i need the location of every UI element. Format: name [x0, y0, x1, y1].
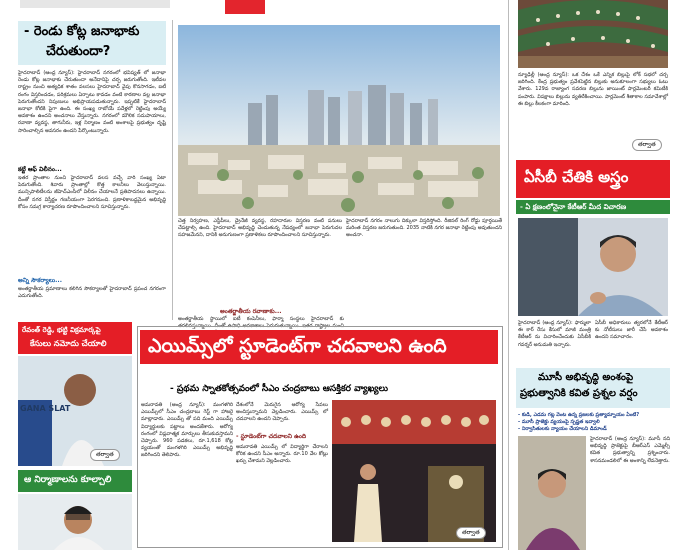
acb-subhead: - ఏ క్షణంలోనైనా కేటీఆర్ మీద విచారణ: [520, 203, 627, 211]
story1-body2: ఇతర ప్రాంతాల నుంచి హైదరాబాద్ వలస వచ్చే వారి సంఖ్య ఏటా పెరుగుతోంది. శివారు ప్రాంతాల్లో కొత్త కాలనీలు వెలుస్తున్నాయి. మున్సిపాలిటీలను జీహెచ్ఎంసీలో విలీనం చేయాలనే ప్రతిపాదనలు ఉన్నాయి. దీంతో నగర విస్తీర్ణం గణనీయంగా పెరగనుంది. ప్రణాళికాబద్ధమైన అభివృద్ధి కోసం సమగ్ర కార్యాచరణ రూపొందించాలని సూచిస్తున్నారు.: [18, 175, 166, 210]
story1-headline: [18, 21, 166, 65]
story1-photo-body-left: చెత్త నిర్వహణ, ఎస్టీపీలు, డ్రైనేజీ వ్యవస్థ, రహదారుల విస్తరణ వంటి పనులు చేపట్టాల్సి ఉంది. హైదరాబాద్ అభివృద్ధి చెందుతున్న నేపథ్యంలో జనాభా పెరుగుదల సహజమేనని, దానికి అనుగుణంగా ప్రణాళికలు రూపొందించాలని సూచిస్తున్నారు.: [178, 218, 342, 239]
aims-event-photo: [332, 400, 496, 542]
musi-bullet-2: - మూసీ ప్రాజెక్టు వ్యయంపై స్పష్టత ఇవ్వాలి: [518, 419, 600, 425]
top-red-banner: [225, 0, 265, 14]
revanth-tv-text: GANA SLAT: [20, 404, 71, 413]
aims-headline-box: [140, 330, 498, 364]
story1-photo-caption: అంతర్జాతీయ రవాణాకు...: [220, 308, 282, 315]
fake-photo: [18, 494, 132, 550]
aims-headline: ఎయిమ్స్‌లో స్టూడెంట్‌గా చదవాలని ఉంది: [148, 335, 447, 357]
story1-headline-line1: - రెండు కోట్ల జనాభాకు: [24, 24, 140, 39]
aims-col2: దేశంలోనే మెరుగైన ఆరోగ్య సేవలు అందిస్తున్నామని వెల్లడించారు. ఎయిమ్స్ లో చదవాలని ఉందని చెప్పారు.: [236, 402, 328, 423]
aims-col1: అమరావతి (ఆంధ్ర న్యూస్): మంగళగిరి ఎయిమ్స్‌లో సీఎం చంద్రబాబు గెస్ట్ గా హాజరై మాట్లాడారు. ఎయిమ్స్ తో పది మంది ఎయిమ్స్ విద్యార్థులకు పట్టాలు అందజేశారు. ఆరోగ్య రంగంలో విప్లవాత్మక మార్పులు తీసుకువస్తామని చెప్పారు. 960 పడకలు, రూ.1,618 కోట్ల వ్యయంతో మంగళగిరి ఎయిమ్స్ అభివృద్ధి జరిగిందని తెలిపారు.: [141, 402, 233, 459]
revanth-headline-line1: రేవంత్ రెడ్డి, భట్టి విక్రమార్కపై: [22, 326, 101, 334]
fake-headline-box: [18, 470, 132, 492]
column-divider-right: [508, 0, 509, 550]
musi-bullet-3: - నిర్వాసితులకు న్యాయం చేయాలని డిమాండ్: [518, 426, 607, 432]
story1-photo-body-mid: అంతర్జాతీయ స్థాయిలో ఐటీ కంపెనీలు, ఫార్మా సంస్థలు హైదరాబాద్ కు తరలివస్తున్నాయి. దీంతో ఉపాధి అవకాశాలు పెరుగుతున్నాయి. ఇతర రాష్ట్రాల నుంచి: [178, 316, 344, 330]
story1-photo-body-right: హైదరాబాద్ నగరం నాలుగు దిక్కులా విస్తరిస్తోంది. రీజినల్ రింగ్ రోడ్డు పూర్తయితే మరింత విస్తరణ జరుగుతుంది. 2035 నాటికి నగర జనాభా రెట్టింపు అవుతుందని అంచనా.: [346, 218, 502, 239]
story1-body: హైదరాబాద్ (ఆంధ్ర న్యూస్): హైదరాబాద్ నగరంలో భవిష్యత్ లో జనాభా రెండు కోట్ల జనాభాకు చేరుతుందా అనేదానిపై చర్చ జరుగుతోంది. ఇటీవల రాష్ట్రం నుంచి అత్యధిక శాతం వలసలు హైదరాబాద్ వైపు కొనసాగడం, ఐటీ రంగం విస్తరించడం, పరిశ్రమలు ఏర్పాటు కావడం వంటి కారణాల వల్ల జనాభా పెరుగుతోందని నిపుణులు అభిప్రాయపడుతున్నారు. ఇప్పటికే హైదరాబాద్ జనాభా కోటికి పైగా ఉంది. ఈ సంఖ్య రాబోయే పదేళ్లలో రెట్టింపు అయ్యే అవకాశం ఉందని అంచనాలు వేస్తున్నారు. నగరంలో మౌలిక సదుపాయాలు, రవాణా వ్యవస్థ, తాగునీరు, ఇళ్ల నిర్మాణం వంటి అంశాలపై ప్రభుత్వం దృష్టి సారించాల్సిన అవసరం ఉందని పేర్కొంటున్నారు.: [18, 70, 166, 134]
aims-sub: - స్టూడెంట్‌గా చదవాలని ఉంది: [236, 433, 307, 440]
revanth-headline-box: [18, 322, 132, 354]
ktr-photo: [518, 218, 668, 316]
story1-body3: అంతర్జాతీయ ప్రమాణాలు కలిగిన సౌకర్యాలతో హైదరాబాద్ ప్రపంచ నగరంగా ఎదుగుతోంది.: [18, 286, 166, 300]
acb-headline: ఏసీబీ చేతికి అస్త్రం: [524, 168, 629, 186]
musi-body: హైదరాబాద్ (ఆంధ్ర న్యూస్): మూసీ నది అభివృద్ధి ప్రాజెక్టుపై బీఆర్ఎస్ ఎమ్మెల్సీ కవిత ప్రభుత్వాన్ని ప్రశ్నించారు. శాసనమండలిలో ఈ అంశాన్ని లేవనెత్తారు.: [590, 436, 670, 464]
city-skyline-photo: [178, 25, 500, 216]
revanth-headline-line2: కేసులు నమోదు చేయాలి: [30, 339, 107, 348]
acb-subhead-box: [516, 200, 670, 214]
acb-body-right: ఏసీబీ అధికారులు త్వరలోనే కేటీఆర్ కు నోటీసులు జారీ చేసే అవకాశం ఉందని సమాచారం.: [595, 320, 668, 341]
right-top-more-button[interactable]: తర్వాత: [632, 139, 662, 151]
story1-sub1: కట్టే ఆఫ్ విలీనం...: [18, 166, 62, 173]
aims-subhead: - ప్రథమ స్నాతకోత్సవంలో సీఎం చంద్రబాబు ఆసక్తికర వ్యాఖ్యలు: [170, 384, 388, 394]
revanth-more-button[interactable]: తర్వాత: [90, 449, 120, 461]
musi-headline-box: [516, 368, 670, 408]
musi-headline-line2: ప్రభుత్వానికి కవిత ప్రశ్నల వర్షం: [520, 388, 638, 399]
story1-sub2: అన్ని సౌకర్యాలు...: [18, 277, 62, 284]
fake-headline: ఆ నిర్మాణాలను కూల్చాలి: [24, 475, 112, 485]
musi-bullets: [518, 412, 668, 433]
top-left-headline-cut: [20, 0, 170, 8]
kavitha-photo: [518, 436, 586, 550]
acb-body-left: హైదరాబాద్ (ఆంధ్ర న్యూస్): ఫార్ములా ఈ కార్ రేసు కేసులో మాజీ మంత్రి కేటీఆర్ ను విచారించేందుకు ఏసీబీకి గవర్నర్ అనుమతి ఇచ్చారు.: [518, 320, 591, 348]
acb-headline-box: [516, 160, 670, 198]
musi-bullet-1: - కుడి, ఎడమ గట్ల వెంట ఉన్న ప్రజలకు ప్రత్యామ్నాయం ఏంటి?: [518, 412, 640, 418]
right-top-caption: న్యూఢిల్లీ (ఆంధ్ర న్యూస్): ఒక దేశం ఒకే ఎన్నిక బిల్లుపై లోక్ సభలో చర్చ జరిగింది. కేంద్ర ప్రభుత్వం ప్రవేశపెట్టిన బిల్లుకు అనుకూలంగా సభ్యులు ఓటు వేశారు. 129వ రాజ్యాంగ సవరణ బిల్లును జాయింట్ పార్లమెంటరీ కమిటీకి పంపారు. విపక్షాలు బిల్లును వ్యతిరేకించాయి. పార్లమెంట్ శీతాకాల సమావేశాల్లో ఈ బిల్లు కీలకంగా మారింది.: [518, 72, 668, 107]
musi-headline-line1: మూసీ అభివృద్ధి అంశంపై: [538, 372, 634, 383]
aims-more-button[interactable]: తర్వాత: [456, 527, 486, 539]
aims-col3: అమరావతి ఎయిమ్స్ లో విద్యార్థిగా చేరాలని కోరిక ఉందని సీఎం అన్నారు. రూ.10 వేల కోట్లు ఖర్చు చేశామని వెల్లడించారు.: [236, 444, 328, 465]
parliament-photo: [518, 0, 668, 68]
column-divider-left: [172, 20, 173, 320]
story1-headline-line2: చేరుతుందా?: [46, 44, 111, 59]
